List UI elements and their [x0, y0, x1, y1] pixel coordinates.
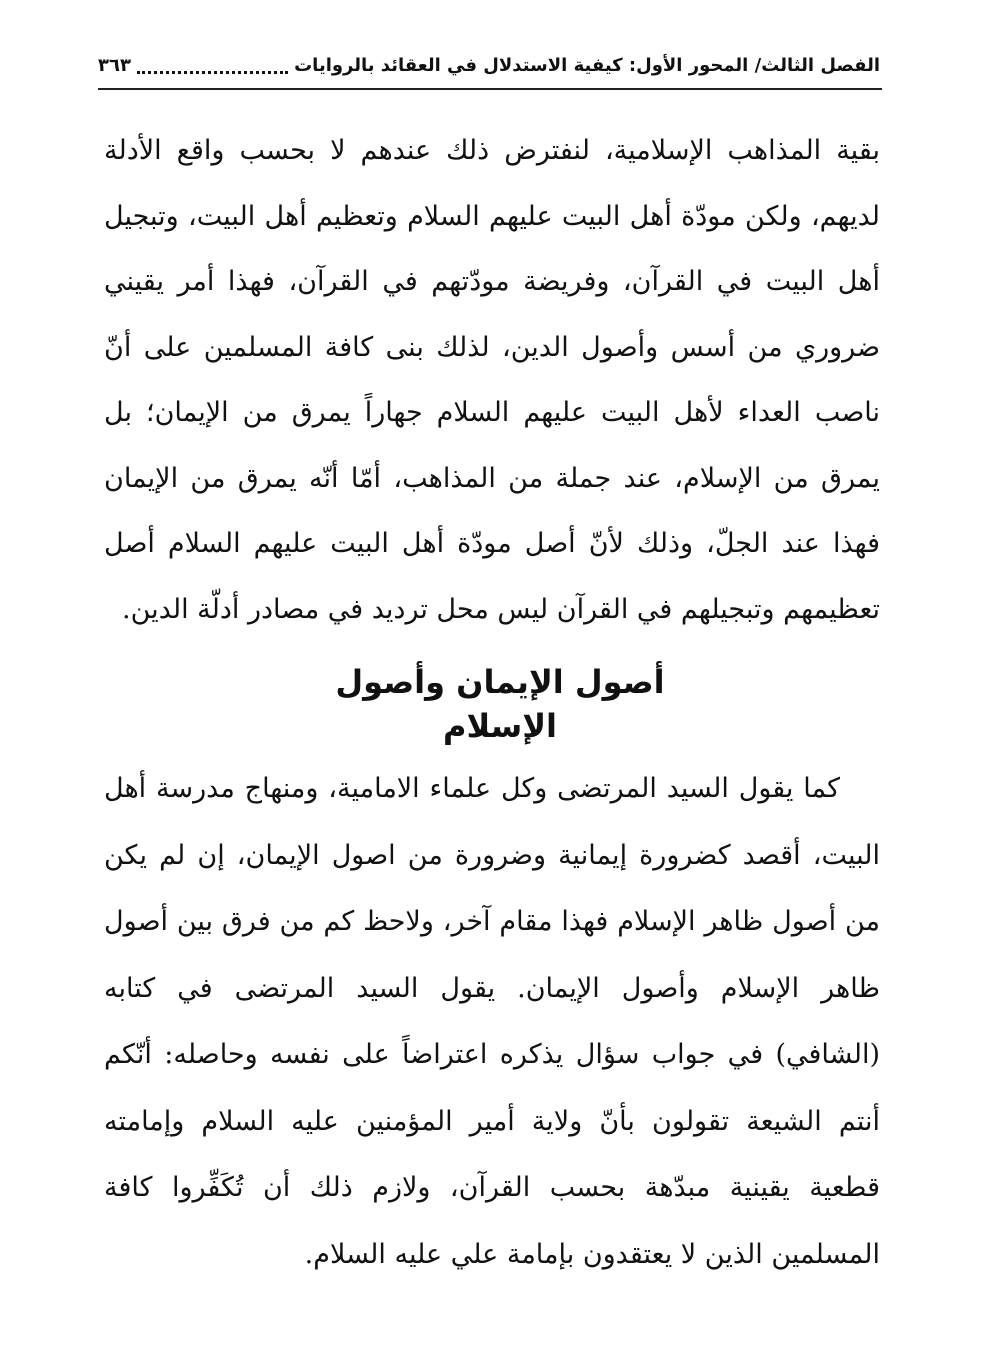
paragraph-block-2 — [104, 756, 880, 1288]
section-heading-line-1: أصول الإيمان وأصول — [335, 663, 665, 701]
leader-dots — [137, 61, 288, 74]
page-header — [98, 44, 880, 86]
section-heading-line-2: الإسلام — [442, 707, 557, 745]
running-title: الفصل الثالث/ المحور الأول: كيفية الاستدلال في العقائد بالروايات — [294, 54, 880, 76]
paragraph-2: كما يقول السيد المرتضى وكل علماء الامامية، ومنهاج مدرسة أهل البيت، أقصد كضرورة إيمانية وضرورة من اصول الإيمان، إن لم يكن من أصول ظاهر الإسلام فهذا مقام آخر، ولاحظ كم من فرق بين أصول ظاهر الإسلام وأصول الإيمان. يقول السيد المرتضى في كتابه (الشافي) في جواب سؤال يذكره اعتراضاً على نفسه وحاصله: أنّكم أنتم الشيعة تقولون بأنّ ولاية أمير المؤمنين عليه السلام وإمامته قطعية يقينية مبدّهة بحسب القرآن، ولازم ذلك أن تُكَفِّروا كافة المسلمين الذين لا يعتقدون بإمامة علي عليه السلام. — [104, 773, 880, 1270]
paragraph-block-1 — [104, 118, 880, 642]
header-rule — [98, 88, 882, 90]
section-heading — [280, 660, 720, 748]
page-number: ٣٦٣ — [98, 54, 131, 76]
paragraph-1: بقية المذاهب الإسلامية، لنفترض ذلك عندهم لا بحسب واقع الأدلة لديهم، ولكن مودّة أهل البيت عليهم السلام وتعظيم أهل البيت، وتبجيل أهل البيت في القرآن، وفريضة مودّتهم في القرآن، فهذا أمر يقيني ضروري من أسس وأصول الدين، لذلك بنى كافة المسلمين على أنّ ناصب العداء لأهل البيت عليهم السلام جهاراً يمرق من الإيمان؛ بل يمرق من الإسلام، عند جملة من المذاهب، أمّا أنّه يمرق من الإيمان فهذا عند الجلّ، وذلك لأنّ أصل مودّة أهل البيت عليهم السلام أصل تعظيمهم وتبجيلهم في القرآن ليس محل ترديد في مصادر أدلّة الدين. — [104, 135, 880, 625]
